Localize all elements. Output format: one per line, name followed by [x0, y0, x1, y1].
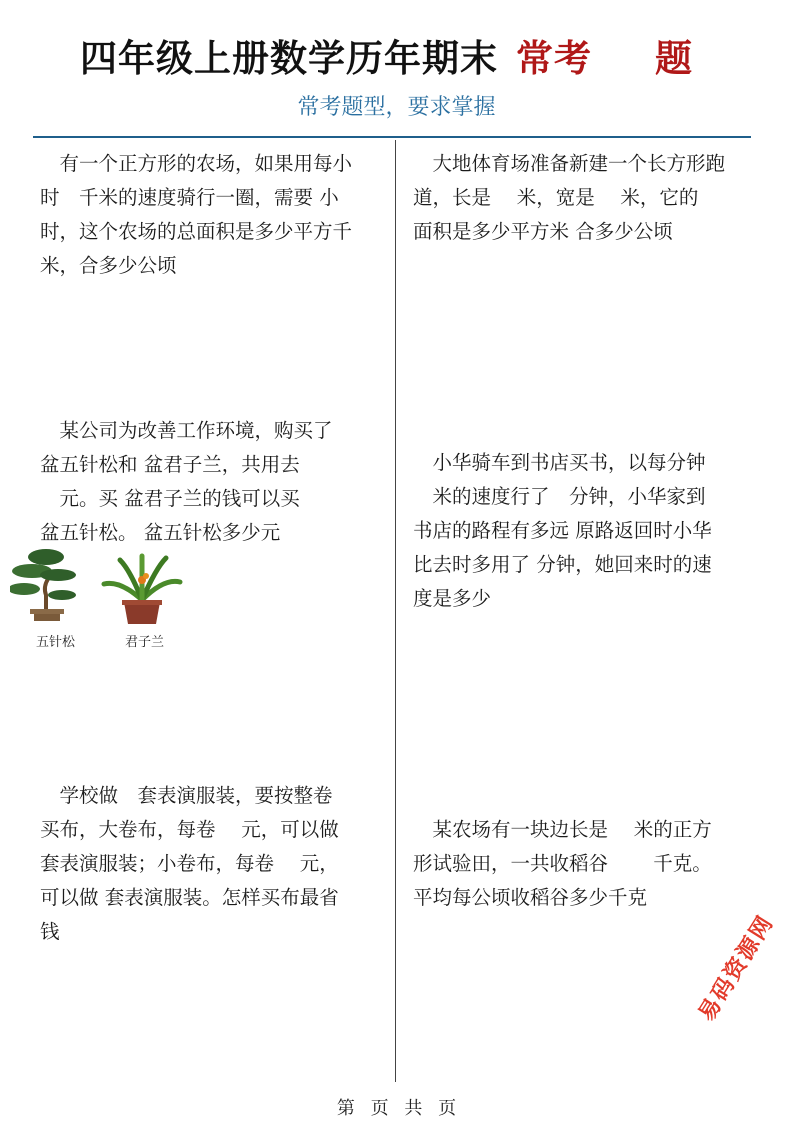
question-line: 小华骑车到书店买书，以每分钟: [413, 451, 706, 474]
question-line: 时，这个农场的总面积是多少平方千: [40, 220, 353, 243]
question-line: 学校做 套表演服装，要按整卷: [40, 784, 333, 807]
question-line: 平均每公顷收稻谷多少千克: [413, 886, 648, 909]
question-line: 有一个正方形的农场，如果用每小: [40, 152, 353, 175]
column-divider: [395, 140, 396, 1082]
question-line: 某农场有一块边长是 米的正方: [413, 818, 712, 841]
clivia-image: [100, 550, 184, 628]
question-line: 时 千米的速度骑行一圈，需要 小: [40, 186, 339, 209]
question-plants-purchase: [40, 414, 385, 550]
question-costume-fabric: [40, 779, 385, 949]
header-divider: [33, 136, 751, 138]
question-line: 米，合多少公顷: [40, 254, 177, 277]
clivia-label: 君子兰: [125, 635, 165, 650]
question-line: 度是多少: [413, 587, 492, 610]
question-line: 米的速度行了 分钟，小华家到: [413, 485, 706, 508]
watermark-text: 易码资源网: [694, 910, 780, 1026]
question-rice-field: [413, 813, 758, 915]
question-line: 形试验田，一共收稻谷 千克。: [413, 852, 712, 875]
question-stadium-track: [413, 147, 758, 249]
question-line: 大地体育场准备新建一个长方形跑: [413, 152, 726, 175]
pine-bonsai-image: [10, 543, 82, 625]
pine-label: 五针松: [36, 635, 76, 650]
question-line: 买布，大卷布，每卷 元，可以做: [40, 818, 339, 841]
page-footer: 第 页 共 页: [336, 1098, 457, 1119]
question-line: 道，长是 米，宽是 米，它的: [413, 186, 699, 209]
question-line: 元。买 盆君子兰的钱可以买: [40, 487, 300, 510]
question-line: 钱: [40, 920, 60, 943]
question-line: 比去时多用了 分钟，她回来时的速: [413, 553, 712, 576]
title-highlight: 常考: [516, 37, 592, 80]
question-bike-to-bookstore: [413, 446, 758, 616]
title-highlight-end: 题: [655, 37, 693, 80]
title-main: 四年级上册数学历年期末: [80, 37, 498, 80]
question-line: 盆五针松和 盆君子兰，共用去: [40, 453, 300, 476]
question-line: 面积是多少平方米 合多少公顷: [413, 220, 673, 243]
question-line: 套表演服装；小卷布，每卷 元，: [40, 852, 339, 875]
question-line: 盆五针松。 盆五针松多少元: [40, 521, 281, 544]
question-line: 某公司为改善工作环境，购买了: [40, 419, 333, 442]
question-line: 可以做 套表演服装。怎样买布最省: [40, 886, 339, 909]
page-subtitle: 常考题型，要求掌握: [297, 95, 496, 120]
question-line: 书店的路程有多远 原路返回时小华: [413, 519, 712, 542]
question-farm-area: [40, 147, 385, 283]
